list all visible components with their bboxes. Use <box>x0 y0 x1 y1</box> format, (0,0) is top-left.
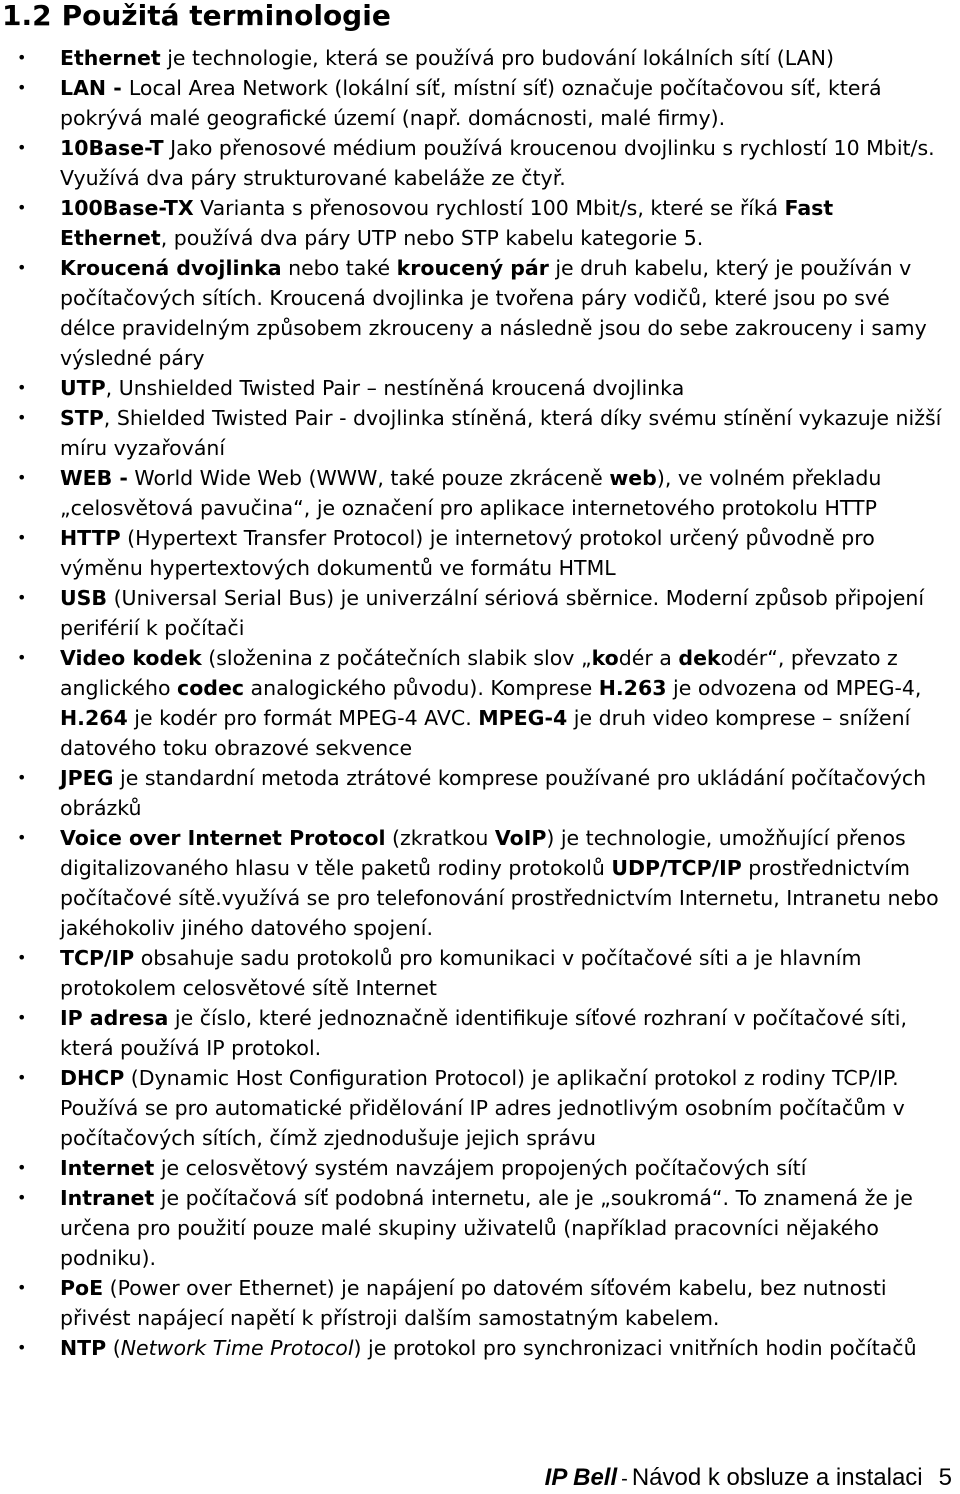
list-item <box>0 373 944 403</box>
list-item <box>0 43 944 73</box>
list-item <box>0 253 944 373</box>
term-label: H.263 <box>598 676 667 700</box>
term-label: HTTP <box>60 526 121 550</box>
bullet-icon: • <box>17 1068 27 1087</box>
term-description: je počítačová síť podobná internetu, ale je „soukromá“. To znamená že je určena pro použití pouze malé skupiny uživatelů (například pracovníci nějakého podniku). <box>60 1186 913 1270</box>
term-emphasis: Network Time Protocol <box>120 1336 354 1360</box>
bullet-icon: • <box>17 78 27 97</box>
bullet-icon: • <box>17 1188 27 1207</box>
section-heading <box>2 0 391 32</box>
bullet-icon: • <box>17 948 27 967</box>
term-description: , Shielded Twisted Pair - dvojlinka stíněná, která díky svému stínění vykazuje nižší míru vyzařování <box>60 406 942 460</box>
term-description: odér“, převzato z anglického <box>60 646 898 700</box>
term-description: ( <box>106 1336 121 1360</box>
list-item <box>0 643 944 763</box>
term-label: codec <box>177 676 245 700</box>
page-footer <box>545 1463 952 1494</box>
list-item <box>0 1273 944 1333</box>
term-description: dér a <box>618 646 679 670</box>
term-label: USB <box>60 586 108 610</box>
term-label: dek <box>678 646 721 670</box>
term-label: Intranet <box>60 1186 155 1210</box>
list-item <box>0 1333 944 1363</box>
term-label: Kroucená dvojlinka <box>60 256 282 280</box>
bullet-icon: • <box>17 528 27 547</box>
term-description: (Dynamic Host Configuration Protocol) je aplikační protokol z rodiny TCP/IP. Používá se pro automatické přidělování IP adres jednotlivým osobním počítačům v počítačových sítích, čímž zjednodušuje jejich správu <box>60 1066 905 1150</box>
bullet-icon: • <box>17 828 27 847</box>
list-item <box>0 193 944 253</box>
term-label: STP <box>60 406 104 430</box>
term-label: NTP <box>60 1336 107 1360</box>
term-description: Varianta s přenosovou rychlostí 100 Mbit/s, které se říká <box>193 196 785 220</box>
bullet-icon: • <box>17 1158 27 1177</box>
term-label: web <box>609 466 657 490</box>
term-description: nebo také <box>281 256 397 280</box>
term-description: , používá dva páry UTP nebo STP kabelu kategorie 5. <box>160 226 704 250</box>
page-number: 5 <box>938 1464 952 1491</box>
term-label: IP adresa <box>60 1006 169 1030</box>
bullet-icon: • <box>17 258 27 277</box>
bullet-icon: • <box>17 138 27 157</box>
term-label: VoIP <box>494 826 547 850</box>
term-description: Jako přenosové médium používá kroucenou dvojlinku s rychlostí 10 Mbit/s. Využívá dva páry strukturované kabeláže ze čtyř. <box>60 136 935 190</box>
bullet-icon: • <box>17 468 27 487</box>
term-description: obsahuje sadu protokolů pro komunikaci v počítačové síti a je hlavním protokolem celosvětové sítě Internet <box>60 946 862 1000</box>
term-description: je odvozena od MPEG-4, <box>666 676 922 700</box>
list-item <box>0 583 944 643</box>
section-number: 1.2 <box>2 0 52 32</box>
list-item <box>0 133 944 193</box>
bullet-icon: • <box>17 648 27 667</box>
term-label: UTP <box>60 376 106 400</box>
term-label: PoE <box>60 1276 104 1300</box>
list-item <box>0 1063 944 1153</box>
term-description: prostřednictvím počítačové sítě.využívá se pro telefonování prostřednictvím Internetu, Intranetu nebo jakéhokoliv jiného datového spojení. <box>60 856 939 940</box>
term-label: LAN - <box>60 76 129 100</box>
section-title: Použitá terminologie <box>61 0 391 32</box>
term-label: kroucený pár <box>396 256 549 280</box>
list-item <box>0 763 944 823</box>
term-description: je kodér pro formát MPEG-4 AVC. <box>127 706 479 730</box>
term-label: 10Base-T <box>60 136 164 160</box>
term-label: JPEG <box>60 766 114 790</box>
term-description: (zkratkou <box>385 826 495 850</box>
bullet-icon: • <box>17 588 27 607</box>
bullet-icon: • <box>17 408 27 427</box>
bullet-icon: • <box>17 378 27 397</box>
term-label: Fast Ethernet <box>60 196 834 250</box>
term-description: (Universal Serial Bus) je univerzální sériová sběrnice. Moderní způsob připojení periférií k počítači <box>60 586 925 640</box>
term-label: Ethernet <box>60 46 161 70</box>
term-description: (Hypertext Transfer Protocol) je internetový protokol určený původně pro výměnu hypertextových dokumentů ve formátu HTML <box>60 526 875 580</box>
list-item <box>0 823 944 943</box>
term-label: MPEG-4 <box>478 706 568 730</box>
list-item <box>0 1183 944 1273</box>
bullet-icon: • <box>17 198 27 217</box>
list-item <box>0 1153 944 1183</box>
footer-title: Návod k obsluze a instalaci <box>631 1464 923 1491</box>
list-item <box>0 463 944 523</box>
term-description: je číslo, které jednoznačně identifikuje síťové rozhraní v počítačové síti, která používá IP protokol. <box>60 1006 907 1060</box>
bullet-icon: • <box>17 768 27 787</box>
footer-brand: IP Bell <box>544 1464 618 1491</box>
term-description: je standardní metoda ztrátové komprese používané pro ukládání počítačových obrázků <box>60 766 927 820</box>
terminology-list <box>0 43 944 1363</box>
term-description: Local Area Network (lokální síť, místní síť) označuje počítačovou síť, která pokrývá malé geografické území (např. domácnosti, malé firmy). <box>60 76 882 130</box>
bullet-icon: • <box>17 1278 27 1297</box>
term-description: (složenina z počátečních slabik slov „ <box>201 646 592 670</box>
term-description: (Power over Ethernet) je napájení po datovém síťovém kabelu, bez nutnosti přivést napájecí napětí k přístroji dalším samostatným kabelem. <box>60 1276 887 1330</box>
term-description: analogického původu). Komprese <box>244 676 599 700</box>
term-description: je druh video komprese – snížení datového toku obrazové sekvence <box>60 706 911 760</box>
term-label: TCP/IP <box>60 946 135 970</box>
term-label: UDP/TCP/IP <box>611 856 742 880</box>
bullet-icon: • <box>17 1008 27 1027</box>
footer-separator: - <box>621 1468 628 1490</box>
term-label: Video kodek <box>60 646 202 670</box>
term-description: je druh kabelu, který je používán v počítačových sítích. Kroucená dvojlinka je tvořena páry vodičů, které jsou po své délce pravidelným způsobem zkrouceny a následně jsou do sebe zakrouceny i samy výsledné páry <box>60 256 927 370</box>
bullet-icon: • <box>17 48 27 67</box>
term-description: World Wide Web (WWW, také pouze zkráceně <box>127 466 610 490</box>
term-label: Voice over Internet Protocol <box>60 826 386 850</box>
term-description: ), ve volném překladu „celosvětová pavučina“, je označení pro aplikace internetového protokolu HTTP <box>60 466 882 520</box>
term-description: , Unshielded Twisted Pair – nestíněná kroucená dvojlinka <box>105 376 685 400</box>
term-label: 100Base-TX <box>60 196 194 220</box>
term-label: WEB - <box>60 466 128 490</box>
term-description: ) je protokol pro synchronizaci vnitřních hodin počítačů <box>353 1336 917 1360</box>
term-description: ) je technologie, umožňující přenos digitalizovaného hlasu v těle paketů rodiny protokolů <box>60 826 906 880</box>
list-item <box>0 523 944 583</box>
term-label: DHCP <box>60 1066 125 1090</box>
list-item <box>0 943 944 1003</box>
term-label: H.264 <box>60 706 128 730</box>
list-item <box>0 1003 944 1063</box>
list-item <box>0 73 944 133</box>
term-label: Internet <box>60 1156 155 1180</box>
bullet-icon: • <box>17 1338 27 1357</box>
term-label: ko <box>591 646 619 670</box>
term-description: je technologie, která se používá pro budování lokálních sítí (LAN) <box>160 46 835 70</box>
list-item <box>0 403 944 463</box>
term-description: je celosvětový systém navzájem propojených počítačových sítí <box>154 1156 807 1180</box>
